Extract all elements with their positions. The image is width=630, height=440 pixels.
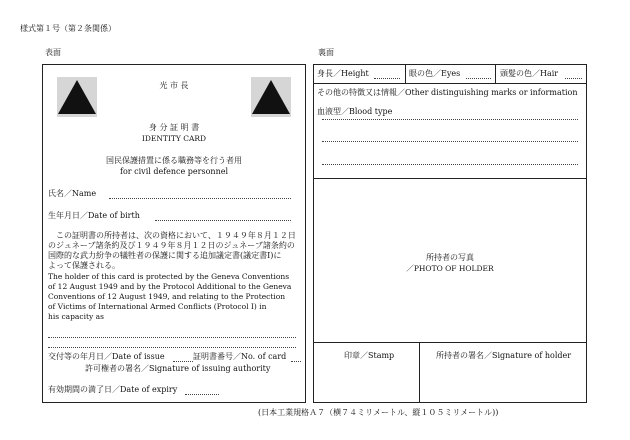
divider: [314, 83, 586, 84]
height-label: 身長／Height: [317, 69, 369, 78]
issuing-authority-signature-label: 許可権者の署名／Signature of issuing authority: [85, 364, 271, 373]
form-number: 様式第１号（第２条関係）: [20, 24, 116, 33]
expiry-date-field[interactable]: [185, 394, 219, 395]
jp-statement-line: この証明書の所持者は、次の資格において、１９４９年８月１２日: [48, 231, 296, 240]
divider: [419, 342, 420, 402]
card-title-jp: 身 分 証 明 書: [148, 123, 200, 132]
card-title-en: IDENTITY CARD: [141, 134, 207, 143]
footer-note: (日本工業規格Ａ７（横７４ミリメートル、縦１０５ミリメートル)): [258, 408, 499, 417]
other-marks-label: その他の特徴又は情報／Other distinguishing marks or information: [317, 88, 578, 97]
expiry-date-label: 有効期間の満了日／Date of expiry: [48, 385, 178, 394]
divider: [495, 65, 496, 83]
photo-label-en: ／PHOTO OF HOLDER: [406, 264, 494, 273]
card-number-label: 証明書番号／No. of card: [193, 352, 287, 361]
hair-field[interactable]: [565, 78, 582, 79]
hair-label: 頭髪の色／Hair: [500, 69, 559, 78]
dob-field[interactable]: [155, 220, 291, 221]
other-marks-field-line[interactable]: [322, 164, 578, 165]
capacity-field-line[interactable]: [48, 337, 296, 338]
name-field[interactable]: [109, 198, 291, 199]
issue-date-field[interactable]: [173, 361, 193, 362]
blood-type-label: 血液型／Blood type: [317, 107, 393, 116]
front-section-label: 表面: [45, 48, 61, 57]
card-number-field[interactable]: [291, 361, 301, 362]
card-subtitle-jp: 国民保護措置に係る職務等を行う者用: [106, 156, 242, 165]
other-marks-field-line[interactable]: [322, 119, 578, 120]
divider: [314, 178, 586, 179]
stamp-label: 印章／Stamp: [344, 351, 395, 360]
capacity-field-line[interactable]: [48, 347, 296, 348]
en-statement-line: his capacity as: [48, 312, 104, 321]
issue-date-label: 交付等の年月日／Date of issue: [48, 352, 165, 361]
name-label: 氏名／Name: [48, 189, 97, 198]
back-section-label: 裏面: [318, 48, 334, 57]
jp-statement-line: のジュネーブ諸条約及び１９４９年８月１２日のジュネーブ諸条約の: [48, 241, 295, 250]
front-card: [42, 64, 306, 403]
dob-label: 生年月日／Date of birth: [48, 211, 140, 220]
eyes-field[interactable]: [466, 78, 491, 79]
height-field[interactable]: [374, 78, 400, 79]
other-marks-field-line[interactable]: [322, 141, 578, 142]
en-statement-line: The holder of this card is protected by the Geneva Conventions: [48, 272, 290, 281]
photo-label-jp: 所持者の写真: [426, 253, 474, 262]
en-statement-line: of Victims of International Armed Conflicts (Protocol I) in: [48, 302, 267, 311]
card-subtitle-en: for civil defence personnel: [119, 167, 229, 176]
jp-statement-line: 国際的な武力紛争の犠牲者の保護に関する追加議定書(議定書Ⅰ)に: [48, 251, 282, 260]
holder-signature-label: 所持者の署名／Signature of holder: [436, 351, 572, 360]
en-statement-line: Conventions of 12 August 1949, and relating to the Protection: [48, 292, 286, 301]
divider: [314, 342, 586, 343]
eyes-label: 眼の色／Eyes: [409, 69, 461, 78]
back-card: [313, 64, 587, 403]
divider: [405, 65, 406, 83]
issuer-name: 光 市 長: [159, 81, 189, 90]
jp-statement-line: よって保護される。: [48, 261, 120, 270]
en-statement-line: of 12 August 1949 and by the Protocol Additional to the Geneva: [48, 282, 292, 291]
